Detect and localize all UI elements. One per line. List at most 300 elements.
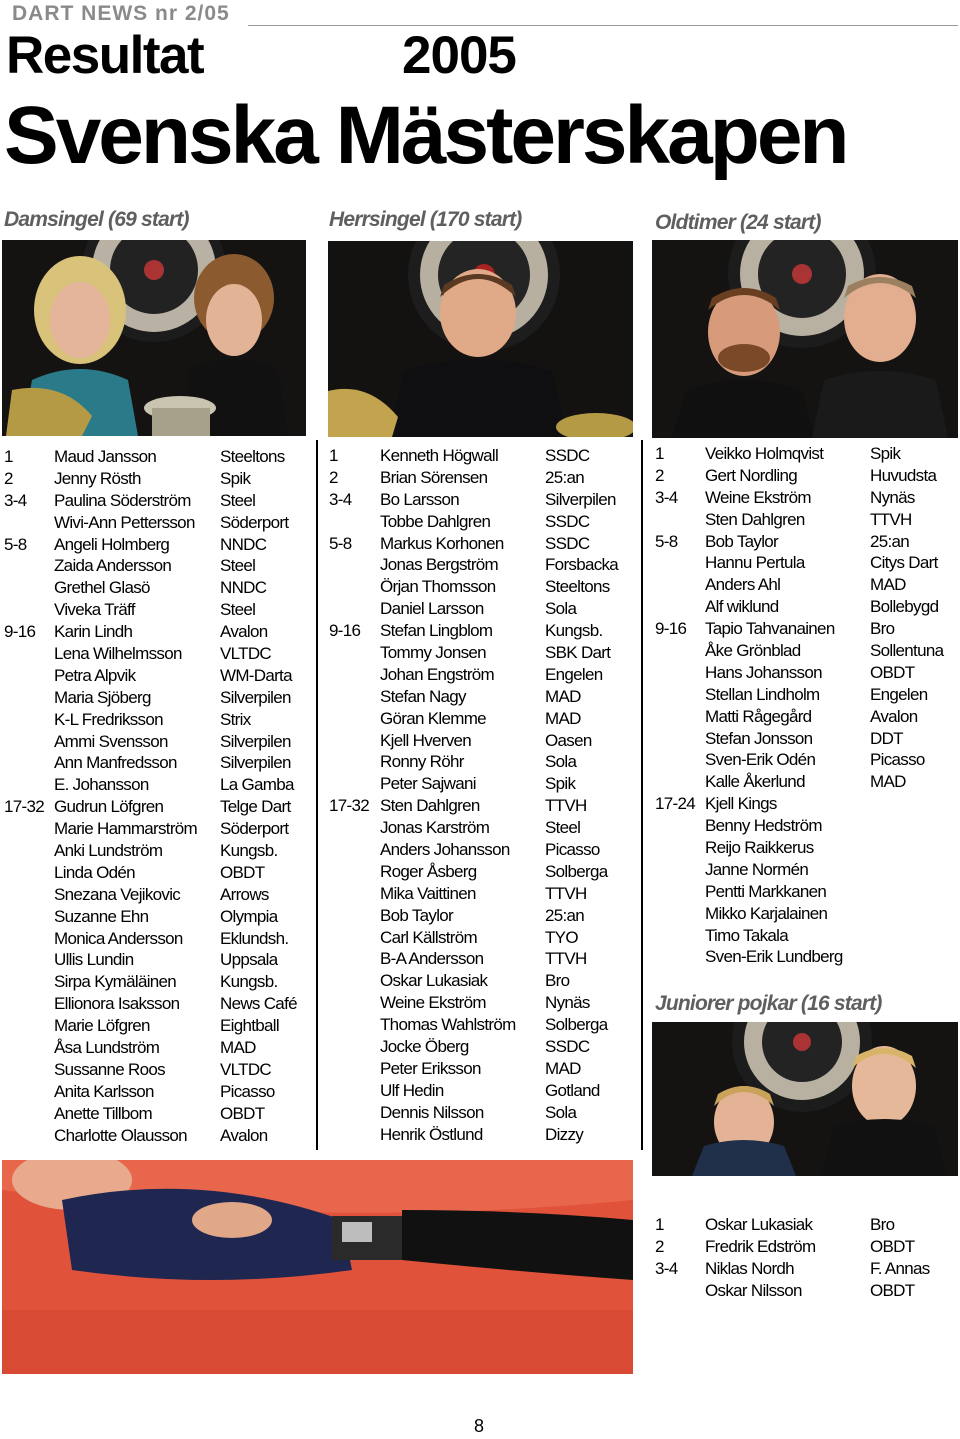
result-place: 2 — [655, 465, 664, 485]
result-club: Steel — [220, 490, 256, 510]
result-row — [4, 1125, 314, 1147]
title-year: 2005 — [402, 26, 516, 85]
result-club: SSDC — [545, 533, 590, 553]
result-club: Spik — [220, 468, 251, 488]
result-row — [329, 598, 639, 620]
result-row — [4, 1015, 314, 1037]
result-player-name: Alf wiklund — [705, 597, 779, 617]
result-player-name: Carl Källström — [380, 927, 477, 947]
result-player-name: Ellionora Isaksson — [54, 994, 180, 1014]
result-club: OBDT — [220, 1103, 265, 1123]
result-club: MAD — [870, 575, 906, 595]
result-club: SSDC — [545, 1037, 590, 1057]
result-player-name: Kenneth Högwall — [380, 446, 499, 465]
result-place: 17-32 — [329, 796, 369, 816]
result-player-name: Pentti Markkanen — [705, 881, 827, 901]
result-player-name: Tobbe Dahlgren — [380, 511, 491, 531]
result-player-name: Mika Vaittinen — [380, 883, 476, 903]
result-row — [655, 465, 960, 487]
result-player-name: Karin Lindh — [54, 622, 133, 642]
result-club: Olympia — [220, 906, 278, 926]
result-club: Kungsb. — [220, 841, 278, 861]
result-row — [4, 731, 314, 753]
result-player-name: Gudrun Löfgren — [54, 797, 164, 817]
result-club: TTVH — [545, 883, 587, 903]
result-row — [329, 511, 639, 533]
result-row — [655, 618, 960, 640]
result-player-name: Gert Nordling — [705, 465, 797, 485]
result-place: 3-4 — [655, 1258, 678, 1278]
result-player-name: Ronny Röhr — [380, 752, 464, 772]
result-player-name: Åke Grönblad — [705, 641, 801, 661]
result-row — [4, 490, 314, 512]
result-player-name: Suzanne Ehn — [54, 906, 149, 926]
result-club: MAD — [545, 708, 581, 728]
result-row — [655, 662, 960, 684]
result-player-name: Jonas Karström — [380, 818, 490, 838]
result-player-name: Johan Engström — [380, 664, 494, 684]
result-club: Steel — [220, 556, 256, 576]
result-row — [655, 815, 960, 837]
result-row — [655, 749, 960, 771]
result-row — [4, 1103, 314, 1125]
result-row — [4, 534, 314, 556]
result-player-name: K-L Fredriksson — [54, 709, 163, 729]
result-player-name: Oskar Lukasiak — [705, 1215, 813, 1234]
result-club: Picasso — [545, 840, 600, 860]
result-row — [329, 1102, 639, 1124]
result-player-name: Ammi Svensson — [54, 731, 168, 751]
result-player-name: Ann Manfredsson — [54, 753, 177, 773]
result-place: 2 — [655, 1236, 664, 1256]
result-club: Eklundsh. — [220, 928, 289, 948]
result-row — [329, 686, 639, 708]
result-row — [4, 862, 314, 884]
result-row — [655, 487, 960, 509]
result-player-name: Linda Odén — [54, 862, 135, 882]
result-player-name: Kalle Åkerlund — [705, 772, 805, 792]
result-club: Steel — [545, 818, 581, 838]
result-row — [4, 906, 314, 928]
result-club: TTVH — [545, 949, 587, 969]
result-row — [4, 949, 314, 971]
result-club: Silverpilen — [220, 753, 291, 773]
result-club: OBDT — [220, 862, 265, 882]
result-row — [329, 839, 639, 861]
result-player-name: Snezana Vejikovic — [54, 884, 181, 904]
result-club: Kungsb. — [220, 972, 278, 992]
result-row — [4, 687, 314, 709]
result-club: OBDT — [870, 1236, 915, 1256]
result-player-name: Dennis Nilsson — [380, 1102, 484, 1122]
result-row — [4, 840, 314, 862]
herrsingel-winner-photo — [328, 241, 633, 437]
result-player-name: Niklas Nordh — [705, 1258, 794, 1278]
result-player-name: Matti Rågegård — [705, 706, 812, 726]
result-row — [655, 1280, 960, 1302]
result-club: Steeltons — [545, 577, 610, 597]
result-club: Bro — [870, 619, 895, 639]
result-club: Citys Dart — [870, 553, 938, 573]
result-player-name: Sussanne Roos — [54, 1059, 165, 1079]
result-player-name: Örjan Thomsson — [380, 577, 496, 597]
result-row — [655, 771, 960, 793]
result-club: La Gamba — [220, 775, 294, 795]
result-club: MAD — [545, 1058, 581, 1078]
result-club: DDT — [870, 728, 903, 748]
result-player-name: Bob Taylor — [705, 531, 779, 551]
result-place: 5-8 — [655, 531, 678, 551]
result-player-name: Sven-Erik Odén — [705, 750, 816, 770]
result-club: Sola — [545, 1102, 577, 1122]
result-row — [329, 883, 639, 905]
result-club: Huvudsta — [870, 465, 937, 485]
result-club: Solberga — [545, 861, 608, 881]
result-row — [655, 596, 960, 618]
result-club: NNDC — [220, 578, 267, 598]
result-row — [4, 446, 314, 468]
result-row — [4, 884, 314, 906]
result-row — [655, 706, 960, 728]
result-player-name: Jenny Rösth — [54, 468, 141, 488]
result-club: Spik — [870, 444, 901, 463]
result-club: Picasso — [870, 750, 925, 770]
juniorer-winners-photo — [652, 1022, 958, 1176]
result-row — [329, 1014, 639, 1036]
result-club: Nynäs — [870, 487, 915, 507]
result-row — [4, 621, 314, 643]
herrsingel-results — [329, 445, 639, 1146]
result-player-name: Charlotte Olausson — [54, 1125, 187, 1145]
result-player-name: Viveka Träff — [54, 600, 135, 620]
result-row — [329, 708, 639, 730]
result-player-name: Daniel Larsson — [380, 599, 484, 619]
result-club: Söderport — [220, 512, 289, 532]
result-row — [4, 665, 314, 687]
result-club: F. Annas — [870, 1258, 930, 1278]
result-player-name: Brian Sörensen — [380, 467, 488, 487]
result-place: 9-16 — [655, 619, 687, 639]
result-club: Gotland — [545, 1080, 600, 1100]
result-player-name: Bo Larsson — [380, 489, 459, 509]
result-club: MAD — [870, 772, 906, 792]
damsingel-title: Damsingel (69 start) — [4, 208, 189, 231]
result-row — [329, 948, 639, 970]
oldtimer-winners-photo — [652, 240, 958, 438]
result-row — [329, 751, 639, 773]
result-row — [4, 818, 314, 840]
result-club: Sola — [545, 752, 577, 772]
result-club: TTVH — [545, 796, 587, 816]
result-row — [655, 531, 960, 553]
result-player-name: Sirpa Kymäläinen — [54, 972, 177, 992]
result-row — [329, 1036, 639, 1058]
result-player-name: Thomas Wahlström — [380, 1015, 516, 1035]
result-club: MAD — [220, 1038, 256, 1058]
result-club: Picasso — [220, 1081, 275, 1101]
result-place: 5-8 — [4, 534, 27, 554]
result-club: 25:an — [870, 531, 910, 551]
result-player-name: Hans Johansson — [705, 662, 822, 682]
result-player-name: E. Johansson — [54, 775, 149, 795]
result-row — [655, 925, 960, 947]
result-row — [4, 577, 314, 599]
result-place: 3-4 — [329, 489, 352, 509]
result-club: VLTDC — [220, 1059, 271, 1079]
result-row — [329, 992, 639, 1014]
result-player-name: Ulf Hedin — [380, 1080, 444, 1100]
result-row — [329, 489, 639, 511]
result-club: Silverpilen — [220, 687, 291, 707]
result-club: Forsbacka — [545, 555, 619, 575]
result-player-name: Oskar Lukasiak — [380, 971, 488, 991]
result-row — [329, 817, 639, 839]
result-club: Avalon — [220, 622, 268, 642]
result-row — [4, 643, 314, 665]
result-club: Kungsb. — [545, 621, 603, 641]
title-result: Resultat — [6, 26, 204, 85]
herrsingel-title: Herrsingel (170 start) — [329, 208, 522, 231]
result-club: Steel — [220, 600, 256, 620]
result-row — [4, 928, 314, 950]
result-player-name: Paulina Söderström — [54, 490, 191, 510]
result-row — [329, 467, 639, 489]
result-player-name: Veikko Holmqvist — [705, 444, 824, 463]
result-row — [655, 1258, 960, 1280]
result-row — [655, 640, 960, 662]
result-row — [4, 774, 314, 796]
result-player-name: Angeli Holmberg — [54, 534, 170, 554]
result-player-name: Jocke Öberg — [380, 1037, 469, 1057]
result-player-name: Sten Dahlgren — [380, 796, 480, 816]
result-row — [4, 993, 314, 1015]
result-player-name: Anki Lundström — [54, 841, 163, 861]
result-row — [329, 642, 639, 664]
result-place: 2 — [4, 468, 13, 488]
result-player-name: Stellan Lindholm — [705, 684, 820, 704]
result-player-name: Marie Hammarström — [54, 819, 198, 839]
result-row — [4, 796, 314, 818]
result-player-name: Anders Ahl — [705, 575, 781, 595]
result-row — [329, 970, 639, 992]
result-player-name: Roger Åsberg — [380, 861, 477, 881]
result-row — [655, 443, 960, 465]
result-row — [329, 620, 639, 642]
result-row — [655, 552, 960, 574]
result-club: NNDC — [220, 534, 267, 554]
result-player-name: Weine Ekström — [705, 487, 811, 507]
result-club: SBK Dart — [545, 643, 611, 663]
result-row — [655, 509, 960, 531]
result-row — [655, 728, 960, 750]
result-row — [329, 773, 639, 795]
result-club: Eightball — [220, 1016, 279, 1036]
result-row — [655, 837, 960, 859]
result-player-name: Göran Klemme — [380, 708, 486, 728]
result-row — [329, 1058, 639, 1080]
result-player-name: Bob Taylor — [380, 905, 454, 925]
result-club: 25:an — [545, 905, 585, 925]
result-player-name: Jonas Bergström — [380, 555, 498, 575]
result-player-name: B-A Andersson — [380, 949, 484, 969]
result-club: OBDT — [870, 1280, 915, 1300]
result-place: 3-4 — [655, 487, 678, 507]
result-club: Silverpilen — [545, 489, 616, 509]
result-row — [329, 445, 639, 467]
result-row — [329, 1124, 639, 1146]
result-club: Uppsala — [220, 950, 278, 970]
result-row — [329, 533, 639, 555]
result-club: TTVH — [870, 509, 912, 529]
result-row — [329, 576, 639, 598]
result-player-name: Weine Ekström — [380, 993, 486, 1013]
result-player-name: Anette Tillbom — [54, 1103, 152, 1123]
result-club: SSDC — [545, 446, 590, 465]
result-row — [4, 1037, 314, 1059]
result-row — [655, 903, 960, 925]
result-row — [4, 971, 314, 993]
result-club: Bro — [870, 1215, 895, 1234]
result-player-name: Stefan Jonsson — [705, 728, 813, 748]
result-place: 1 — [655, 1215, 664, 1234]
result-player-name: Petra Alpvik — [54, 665, 136, 685]
result-player-name: Maud Jansson — [54, 447, 157, 466]
result-club: Dizzy — [545, 1124, 584, 1144]
result-player-name: Markus Korhonen — [380, 533, 504, 553]
result-player-name: Sven-Erik Lundberg — [705, 947, 843, 967]
result-player-name: Benny Hedström — [705, 816, 822, 836]
result-club: Engelen — [545, 664, 603, 684]
result-player-name: Grethel Glasö — [54, 578, 150, 598]
result-row — [329, 795, 639, 817]
result-club: Avalon — [220, 1125, 268, 1145]
column-divider-1 — [316, 440, 318, 1150]
result-row — [329, 554, 639, 576]
result-player-name: Lena Wilhelmsson — [54, 644, 182, 664]
result-row — [655, 684, 960, 706]
result-row — [329, 905, 639, 927]
result-club: OBDT — [870, 662, 915, 682]
oldtimer-title: Oldtimer (24 start) — [655, 211, 821, 234]
result-player-name: Oskar Nilsson — [705, 1280, 802, 1300]
result-player-name: Maria Sjöberg — [54, 687, 151, 707]
lying-player-photo — [2, 1160, 633, 1374]
result-row — [655, 859, 960, 881]
result-place: 1 — [329, 446, 338, 465]
result-player-name: Sten Dahlgren — [705, 509, 805, 529]
result-player-name: Reijo Raikkerus — [705, 838, 814, 858]
result-club: MAD — [545, 686, 581, 706]
damsingel-winners-photo — [2, 240, 306, 436]
result-club: Oasen — [545, 730, 592, 750]
result-club: SSDC — [545, 511, 590, 531]
result-player-name: Anders Johansson — [380, 840, 510, 860]
result-player-name: Wivi-Ann Pettersson — [54, 512, 195, 532]
result-player-name: Peter Sajwani — [380, 774, 476, 794]
result-row — [655, 946, 960, 968]
result-player-name: Tapio Tahvanainen — [705, 619, 835, 639]
result-row — [4, 555, 314, 577]
result-player-name: Janne Normén — [705, 859, 809, 879]
result-club: Strix — [220, 709, 251, 729]
result-club: Telge Dart — [220, 797, 291, 817]
header-divider — [248, 25, 958, 26]
page-number: 8 — [474, 1416, 485, 1436]
juniorer-title: Juniorer pojkar (16 start) — [655, 992, 882, 1015]
result-club: Silverpilen — [220, 731, 291, 751]
column-divider-2 — [641, 440, 643, 1150]
result-club: Spik — [545, 774, 576, 794]
result-player-name: Stefan Nagy — [380, 686, 466, 706]
result-club: Söderport — [220, 819, 289, 839]
result-place: 17-32 — [4, 797, 44, 817]
result-club: Sola — [545, 599, 577, 619]
result-player-name: Åsa Lundström — [54, 1038, 160, 1058]
result-club: Arrows — [220, 884, 269, 904]
damsingel-results — [4, 446, 314, 1147]
result-row — [655, 881, 960, 903]
result-club: Sollentuna — [870, 641, 944, 661]
result-player-name: Mikko Karjalainen — [705, 903, 828, 923]
result-player-name: Hannu Pertula — [705, 553, 805, 573]
result-row — [655, 574, 960, 596]
result-club: VLTDC — [220, 644, 271, 664]
result-player-name: Peter Eriksson — [380, 1058, 481, 1078]
result-row — [655, 793, 960, 815]
page-title: Svenska Mästerskapen — [4, 90, 847, 181]
result-player-name: Ullis Lundin — [54, 950, 134, 970]
result-club: Engelen — [870, 684, 928, 704]
result-place: 3-4 — [4, 490, 27, 510]
result-player-name: Anita Karlsson — [54, 1081, 154, 1101]
result-club: Steeltons — [220, 447, 285, 466]
result-place: 9-16 — [4, 622, 36, 642]
result-place: 2 — [329, 467, 338, 487]
result-club: Bro — [545, 971, 570, 991]
result-row — [4, 1081, 314, 1103]
result-club: Bollebygd — [870, 597, 939, 617]
result-row — [4, 1059, 314, 1081]
result-place: 17-24 — [655, 794, 695, 814]
juniorer-results — [655, 1214, 960, 1302]
result-row — [329, 927, 639, 949]
result-place: 1 — [4, 447, 13, 466]
result-row — [329, 861, 639, 883]
result-row — [4, 752, 314, 774]
result-player-name: Tommy Jonsen — [380, 643, 486, 663]
result-player-name: Henrik Östlund — [380, 1124, 483, 1144]
result-row — [329, 730, 639, 752]
result-place: 9-16 — [329, 621, 361, 641]
oldtimer-results — [655, 443, 960, 968]
result-player-name: Timo Takala — [705, 925, 789, 945]
result-club: Solberga — [545, 1015, 608, 1035]
result-club: 25:an — [545, 467, 585, 487]
result-row — [655, 1236, 960, 1258]
result-place: 5-8 — [329, 533, 352, 553]
result-club: Avalon — [870, 706, 918, 726]
result-row — [4, 512, 314, 534]
result-club: News Café — [220, 994, 297, 1014]
result-row — [4, 468, 314, 490]
result-club: TYO — [545, 927, 578, 947]
result-row — [655, 1214, 960, 1236]
result-player-name: Zaida Andersson — [54, 556, 172, 576]
result-player-name: Monica Andersson — [54, 928, 183, 948]
result-player-name: Kjell Hverven — [380, 730, 472, 750]
result-club: Nynäs — [545, 993, 590, 1013]
result-row — [329, 1080, 639, 1102]
